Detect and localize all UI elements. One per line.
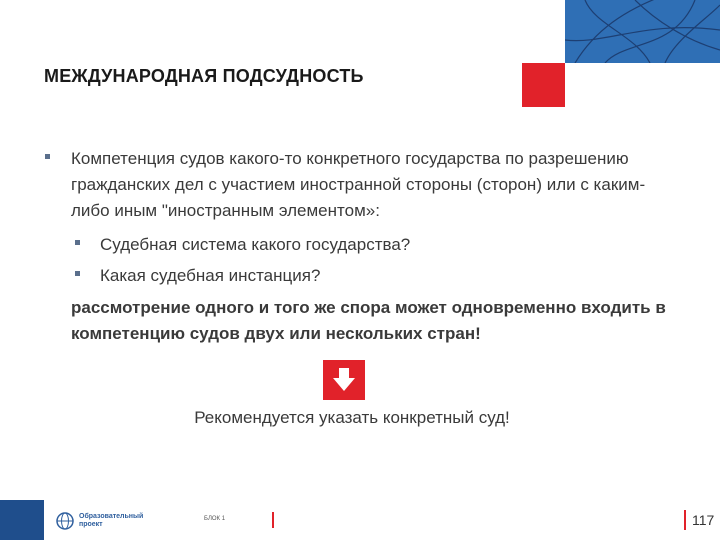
bullet-marker: [75, 271, 80, 276]
footer-blue-block: [0, 500, 44, 540]
decorative-white-block: [565, 63, 720, 107]
decorative-blue-block: [565, 0, 720, 63]
bullet-marker: [75, 240, 80, 245]
decorative-red-square: [522, 63, 565, 107]
block-label: БЛОК 1: [204, 516, 226, 522]
main-bullet: [45, 146, 665, 224]
footer-divider: [272, 512, 274, 528]
sub-bullet-text: Судебная система какого государства?: [100, 235, 411, 254]
bullet-marker: [45, 154, 50, 159]
globe-logo-icon: [56, 512, 74, 530]
footer-logo: [56, 509, 176, 533]
bold-note: рассмотрение одного и того же спора может одновременно входить в компетенцию судов двух или нескольких стран!: [71, 298, 666, 343]
arrow-down-glyph: [332, 367, 356, 393]
recommendation-text: Рекомендуется указать конкретный суд!: [194, 408, 510, 427]
page-number: 117: [692, 512, 715, 528]
arrow-down-icon: [323, 360, 365, 400]
footer-divider: [684, 510, 686, 530]
sub-bullet-text: Какая судебная инстанция?: [100, 266, 321, 285]
main-bullet-text: Компетенция судов какого-то конкретного государства по разрешению гражданских дел с участием иностранной стороны (сторон) или с каким-либо иным "иностранным элементом»:: [71, 149, 646, 220]
sub-bullet-2: [75, 263, 320, 289]
logo-text: Образовательный проект: [79, 513, 144, 528]
decorative-curves: [565, 0, 720, 63]
slide-title: МЕЖДУНАРОДНАЯ ПОДСУДНОСТЬ: [44, 66, 364, 86]
sub-bullet-1: [75, 232, 410, 258]
